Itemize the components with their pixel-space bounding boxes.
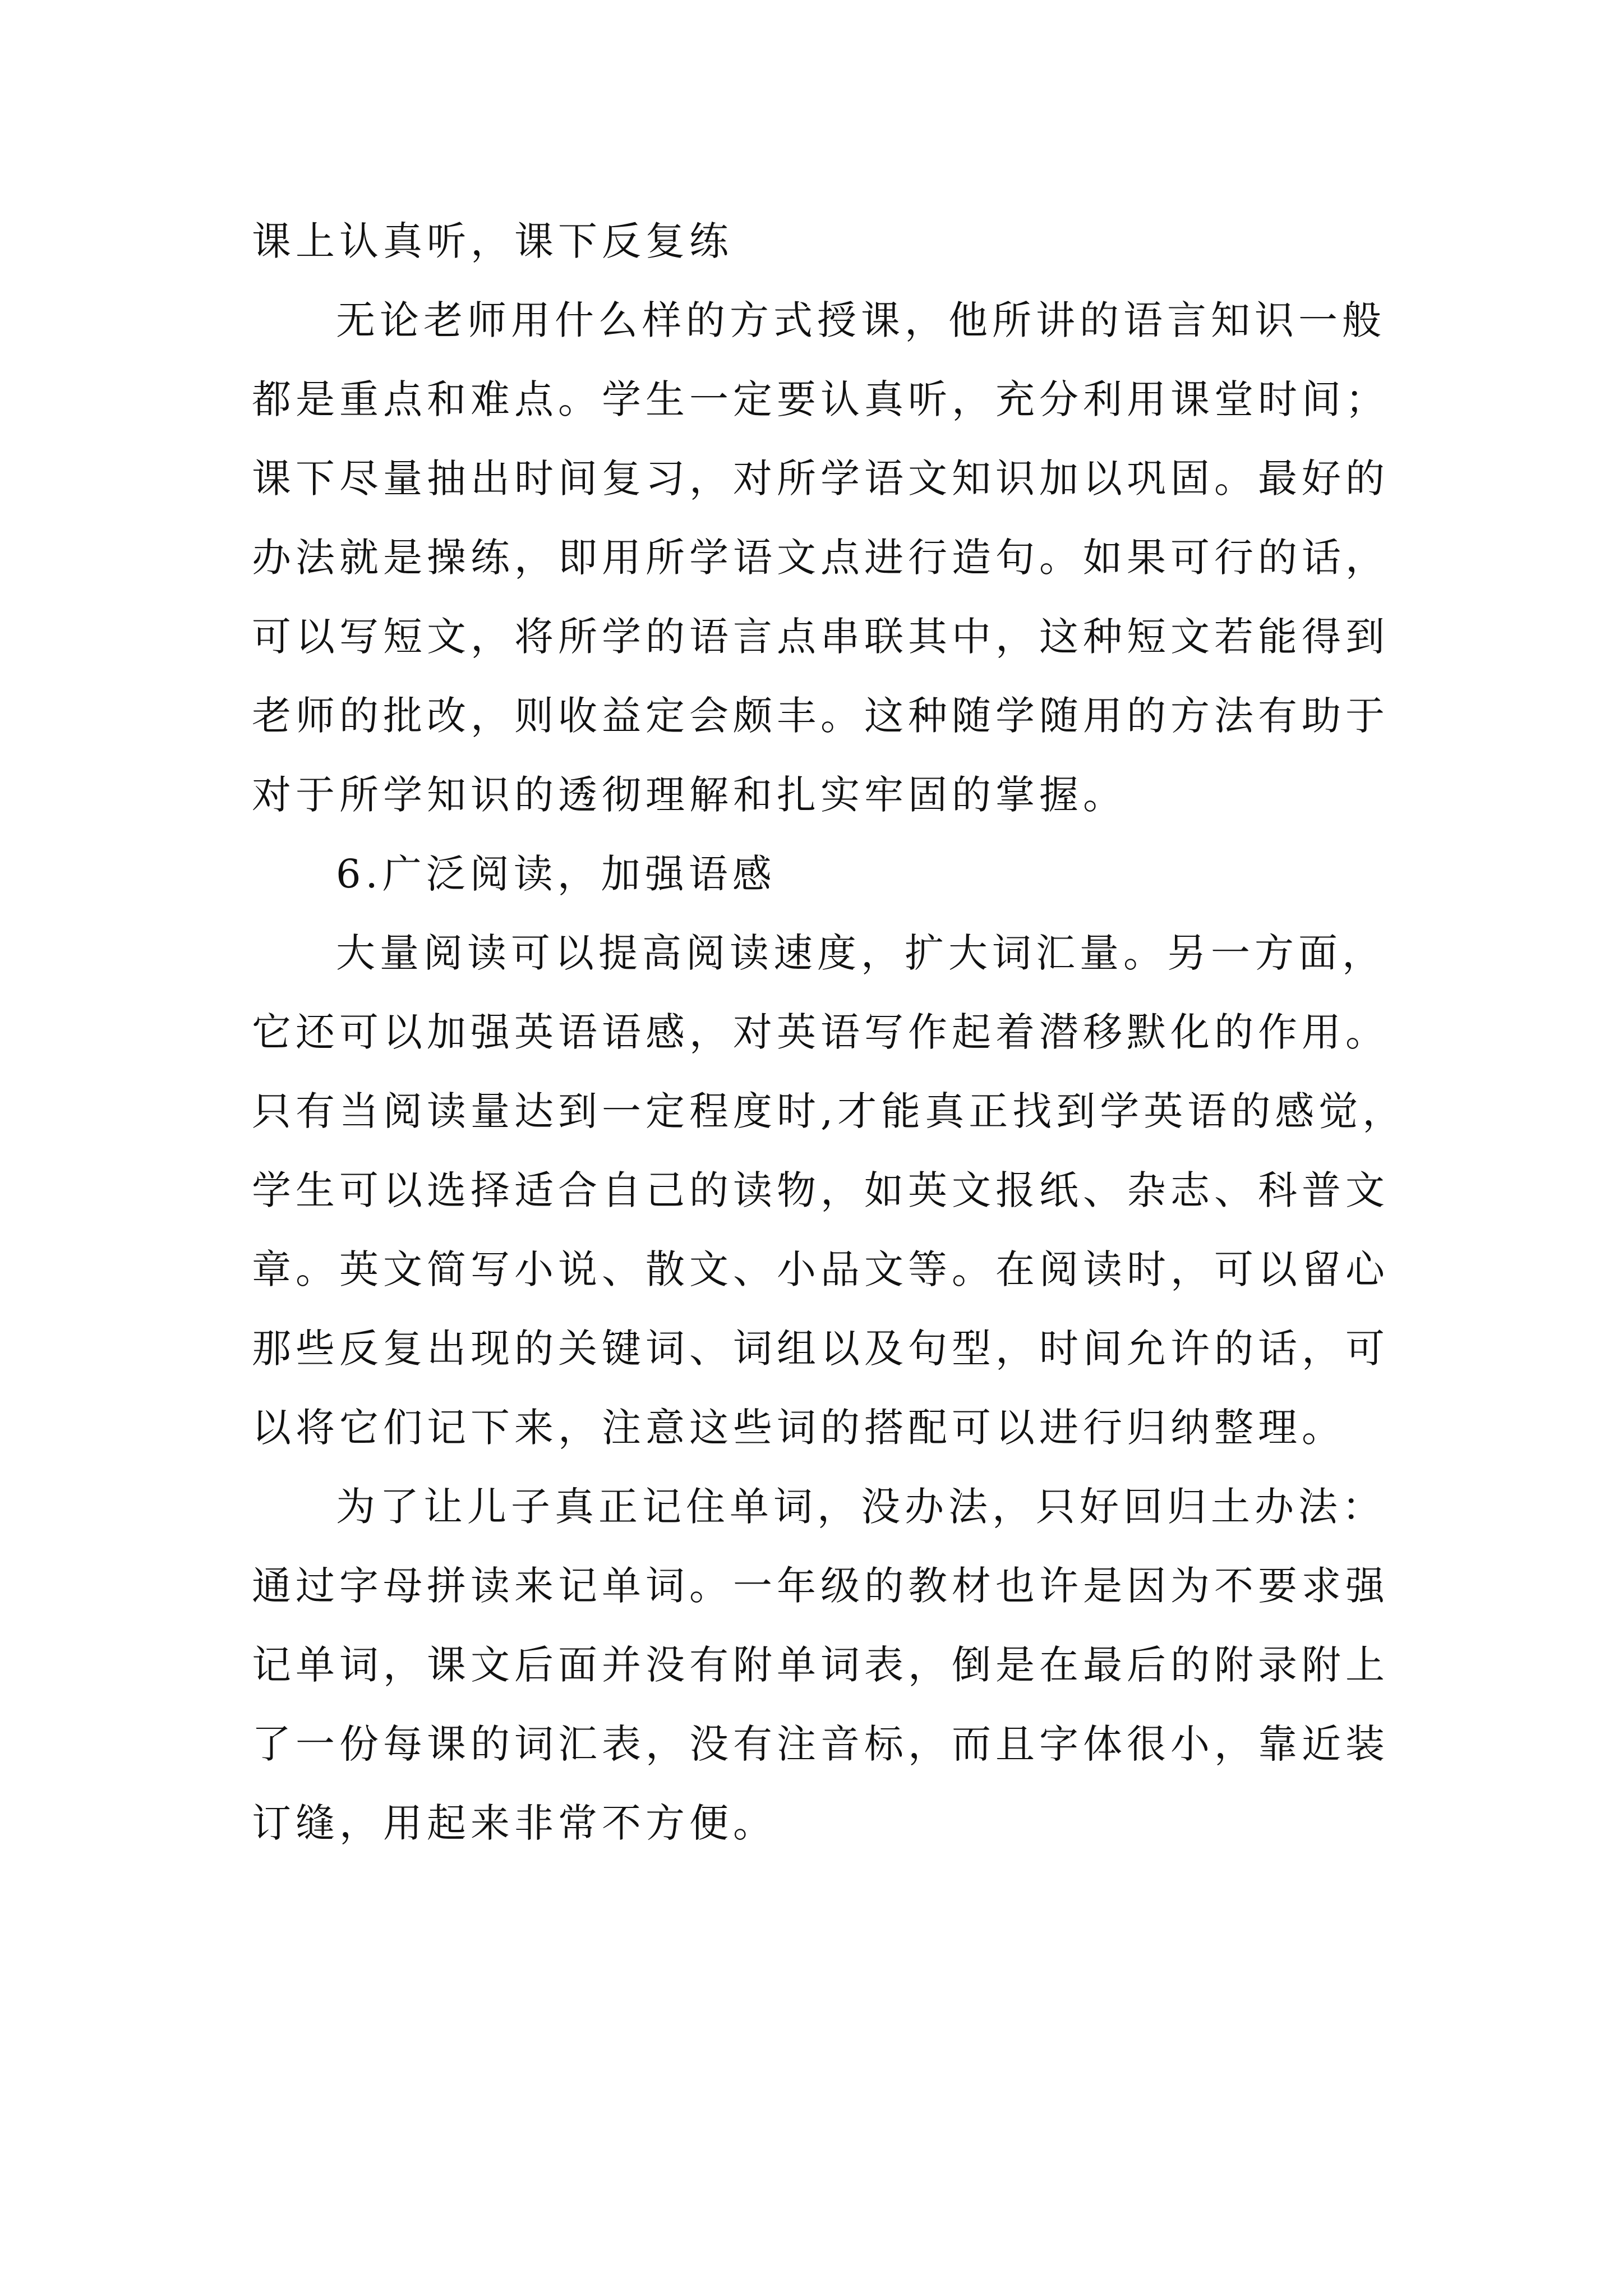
paragraph-line: 章。英文简写小说、散文、小品文等。在阅读时，可以留心 xyxy=(252,1246,1389,1292)
section-6-title: 6.广泛阅读，加强语感 xyxy=(336,851,776,897)
paragraph-line: 对于所学知识的透彻理解和扎实牢固的掌握。 xyxy=(252,772,1127,818)
paragraph-line: 老师的批改，则收益定会颇丰。这种随学随用的方法有助于 xyxy=(252,693,1389,739)
paragraph-listen-and-practice xyxy=(252,281,1418,835)
section-heading: 课上认真听，课下反复练 xyxy=(252,218,733,264)
paragraph-line: 了一份每课的词汇表，没有注音标，而且字体很小，靠近装 xyxy=(252,1721,1389,1767)
paragraph-line: 无论老师用什么样的方式授课，他所讲的语言知识一般 xyxy=(336,297,1386,343)
paragraph-line: 大量阅读可以提高阅读速度，扩大词汇量。另一方面， xyxy=(336,930,1386,976)
paragraph-line: 记单词，课文后面并没有附单词表，倒是在最后的附录附上 xyxy=(252,1642,1389,1688)
paragraph-line: 那些反复出现的关键词、词组以及句型，时间允许的话，可 xyxy=(252,1326,1389,1372)
paragraph-line: 课下尽量抽出时间复习，对所学语文知识加以巩固。最好的 xyxy=(252,455,1389,501)
paragraph-wide-reading xyxy=(252,914,1418,1467)
paragraph-line: 都是重点和难点。学生一定要认真听，充分利用课堂时间； xyxy=(252,376,1389,422)
paragraph-line: 只有当阅读量达到一定程度时,才能真正找到学英语的感觉， xyxy=(252,1088,1407,1134)
paragraph-line: 订缝，用起来非常不方便。 xyxy=(252,1800,777,1846)
paragraph-word-memorization xyxy=(252,1467,1418,1863)
paragraph-line: 通过字母拼读来记单词。一年级的教材也许是因为不要求强 xyxy=(252,1563,1389,1609)
paragraph-line: 它还可以加强英语语感，对英语写作起着潜移默化的作用。 xyxy=(252,1009,1389,1055)
paragraph-line: 学生可以选择适合自己的读物，如英文报纸、杂志、科普文 xyxy=(252,1167,1389,1213)
document-body xyxy=(252,202,1418,1863)
paragraph-line: 为了让儿子真正记住单词，没办法，只好回归土办法： xyxy=(336,1484,1386,1530)
paragraph-line: 办法就是操练，即用所学语文点进行造句。如果可行的话， xyxy=(252,535,1389,581)
paragraph-line: 可以写短文，将所学的语言点串联其中，这种短文若能得到 xyxy=(252,614,1389,660)
paragraph-line: 以将它们记下来，注意这些词的搭配可以进行归纳整理。 xyxy=(252,1405,1345,1451)
